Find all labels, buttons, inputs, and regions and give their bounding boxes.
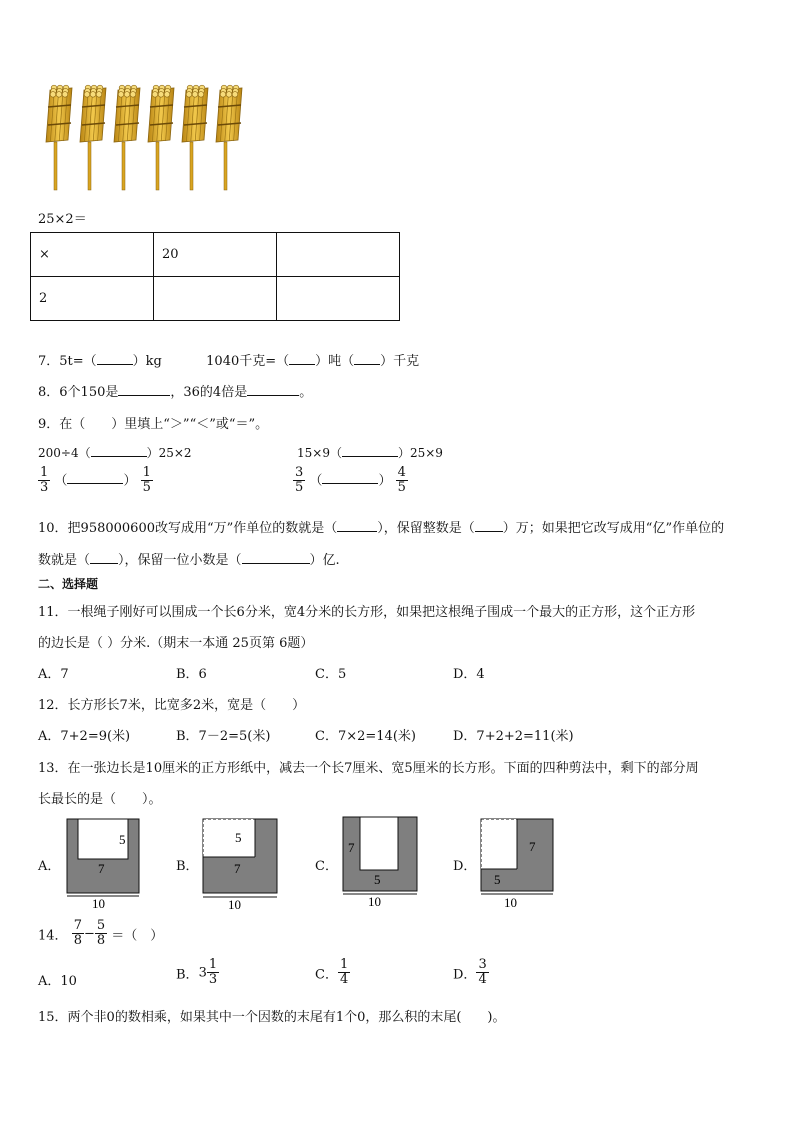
answer-blank[interactable] xyxy=(289,352,315,365)
table-cell: 20 xyxy=(154,233,277,277)
q9-comparison-2 xyxy=(297,444,443,461)
question-7 xyxy=(38,350,419,369)
answer-blank[interactable] xyxy=(322,471,378,484)
question-10-line-1 xyxy=(38,517,724,536)
option-d[interactable]: D．4 xyxy=(453,667,485,682)
fig-label: 5 xyxy=(494,872,501,887)
fig-label: 5 xyxy=(119,832,126,847)
answer-blank[interactable] xyxy=(475,519,503,532)
question-number: 7． xyxy=(38,354,60,369)
q10-text: ），保留整数是（ xyxy=(377,521,475,536)
question-15-line-1: 15．两个非0的数相乘，如果其中一个因数的末尾有1个0，那么积的末尾( )。 xyxy=(38,1010,506,1025)
mixed-whole: 3 xyxy=(198,965,207,981)
answer-blank[interactable] xyxy=(118,383,170,396)
answer-blank[interactable] xyxy=(91,444,147,457)
stick-bundle-icon xyxy=(148,85,174,190)
answer-blank[interactable] xyxy=(67,471,123,484)
q8-text: 。 xyxy=(299,385,313,400)
q7-text: 5t=（ xyxy=(59,354,97,369)
table-cell: × xyxy=(31,233,154,277)
table-cell[interactable] xyxy=(154,277,277,321)
q8-text: 6个150是 xyxy=(59,385,119,400)
table-cell: 2 xyxy=(31,277,154,321)
option-c[interactable]: C．7×2=14(米) xyxy=(315,729,416,744)
stick-bundle-icon xyxy=(46,85,72,190)
fraction: $\frac{1}{4}$ xyxy=(339,957,349,988)
option-a[interactable]: A．10 xyxy=(38,974,77,989)
fig-label: 10 xyxy=(368,894,381,909)
question-9 xyxy=(38,413,268,432)
fraction: $\frac{3}{5}$ xyxy=(295,465,304,496)
q10-text: ），保留一位小数是（ xyxy=(118,553,242,568)
section-heading: 二、选择题 xyxy=(38,577,99,591)
fig-label: 7 xyxy=(234,861,241,876)
answer-blank[interactable] xyxy=(342,444,398,457)
table-cell[interactable] xyxy=(277,233,400,277)
q9-expr: ）25×9 xyxy=(397,446,443,460)
q9-expr: 15×9（ xyxy=(297,446,342,460)
q9-comparison-4 xyxy=(293,466,408,496)
answer-blank[interactable] xyxy=(97,352,133,365)
q10-text: ）亿. xyxy=(309,553,340,568)
table-cell[interactable] xyxy=(277,277,400,321)
option-c[interactable] xyxy=(315,958,350,988)
fraction: $\frac{1}{3}$ xyxy=(40,465,49,496)
fig-label: 10 xyxy=(228,897,241,912)
option-b[interactable]: B．7－2=5(米) xyxy=(176,729,271,744)
fraction: $\frac{1}{3}$ xyxy=(208,957,218,988)
question-8 xyxy=(38,381,312,400)
q8-text: ，36的4倍是 xyxy=(170,385,248,400)
fig-label: 7 xyxy=(529,839,536,854)
fig-label: 7 xyxy=(348,840,355,855)
figure-b[interactable] xyxy=(202,818,280,912)
answer-blank[interactable] xyxy=(337,519,377,532)
q14-tail: ＝（ ） xyxy=(111,928,164,944)
multiplication-table xyxy=(30,232,400,321)
paren: ） xyxy=(123,473,137,489)
q10-text: 把958000600改写成用“万”作单位的数就是（ xyxy=(67,521,338,536)
option-c-label[interactable]: C． xyxy=(315,859,338,874)
option-d-label[interactable]: D． xyxy=(453,859,477,874)
fig-label: 10 xyxy=(504,895,517,910)
q9-comparison-3 xyxy=(38,466,153,496)
q9-expr: ）25×2 xyxy=(146,446,192,460)
q10-text: ）万；如果把它改写成用“亿”作单位的 xyxy=(502,521,725,536)
fig-label: 7 xyxy=(98,861,105,876)
fraction: $\frac{4}{5}$ xyxy=(397,465,406,496)
paren: （ xyxy=(309,473,323,489)
option-label: C． xyxy=(315,967,338,983)
question-number: 10． xyxy=(38,521,68,536)
q9-comparison-1 xyxy=(38,444,192,461)
q7-text: 1040千克=（ xyxy=(206,354,290,369)
answer-blank[interactable] xyxy=(354,352,380,365)
fig-label: 10 xyxy=(92,896,105,910)
question-10-line-2 xyxy=(38,549,340,568)
stick-bundles-image xyxy=(38,84,253,194)
option-b[interactable] xyxy=(176,958,219,988)
paren: ） xyxy=(378,473,392,489)
fraction: $\frac{3}{4}$ xyxy=(478,957,487,988)
question-number: 8． xyxy=(38,385,60,400)
q9-text: 在（ ）里填上“＞”“＜”或“＝”。 xyxy=(59,417,269,432)
question-number: 9． xyxy=(38,417,60,432)
option-b[interactable]: B．6 xyxy=(176,667,207,682)
stick-bundle-icon xyxy=(114,85,140,190)
question-13-line-1: 13．在一张边长是10厘米的正方形纸中，减去一个长7厘米、宽5厘米的长方形。下面的四种剪法中，剩下的部分周 xyxy=(38,761,699,776)
option-label: D． xyxy=(453,967,477,983)
question-11-line-2: 的边长是（ ）分米.（期末一本通 25页第 6题） xyxy=(38,636,314,651)
option-d[interactable]: D．7+2+2=11(米) xyxy=(453,729,574,744)
minus-sign: − xyxy=(83,926,95,942)
option-a-label[interactable]: A． xyxy=(38,859,61,874)
answer-blank[interactable] xyxy=(247,383,299,396)
option-d[interactable] xyxy=(453,958,489,988)
option-a[interactable]: A．7 xyxy=(38,667,69,682)
question-11-line-1: 11．一根绳子刚好可以围成一个长6分米，宽4分米的长方形，如果把这根绳子围成一个最大的正方形，这个正方形 xyxy=(38,605,696,620)
question-13-line-2: 长最长的是（ ）。 xyxy=(38,792,162,807)
figure-d[interactable] xyxy=(480,818,558,912)
answer-blank[interactable] xyxy=(90,551,118,564)
question-12-line-1: 12．长方形长7米，比宽多2米，宽是（ ） xyxy=(38,698,306,713)
figure-a[interactable] xyxy=(66,818,142,910)
q7-text: ）kg xyxy=(132,354,162,369)
fig-label: 5 xyxy=(235,830,242,845)
figure-c[interactable] xyxy=(342,816,420,910)
q7-text: ）吨（ xyxy=(315,354,355,369)
option-c[interactable]: C．5 xyxy=(315,667,347,682)
option-a[interactable]: A．7+2=9(米) xyxy=(38,729,131,744)
fraction: $\frac{7}{8}$ xyxy=(73,918,82,949)
fig-label: 5 xyxy=(374,872,381,887)
stick-bundle-icon xyxy=(80,85,106,190)
q9-expr: 200÷4（ xyxy=(38,446,91,460)
question-number: 14． xyxy=(38,928,68,944)
fraction: $\frac{5}{8}$ xyxy=(96,918,106,949)
fraction: $\frac{1}{5}$ xyxy=(142,465,151,496)
answer-blank[interactable] xyxy=(242,551,310,564)
multiply-expression: 25×2＝ xyxy=(38,212,87,227)
option-label: B． xyxy=(176,967,199,983)
stick-bundle-icon xyxy=(216,85,242,190)
stick-bundle-icon xyxy=(182,85,208,190)
option-b-label[interactable]: B． xyxy=(176,859,199,874)
q7-text: ）千克 xyxy=(380,354,420,369)
paren: （ xyxy=(54,473,68,489)
question-14 xyxy=(38,919,163,949)
q10-text: 数就是（ xyxy=(38,553,91,568)
